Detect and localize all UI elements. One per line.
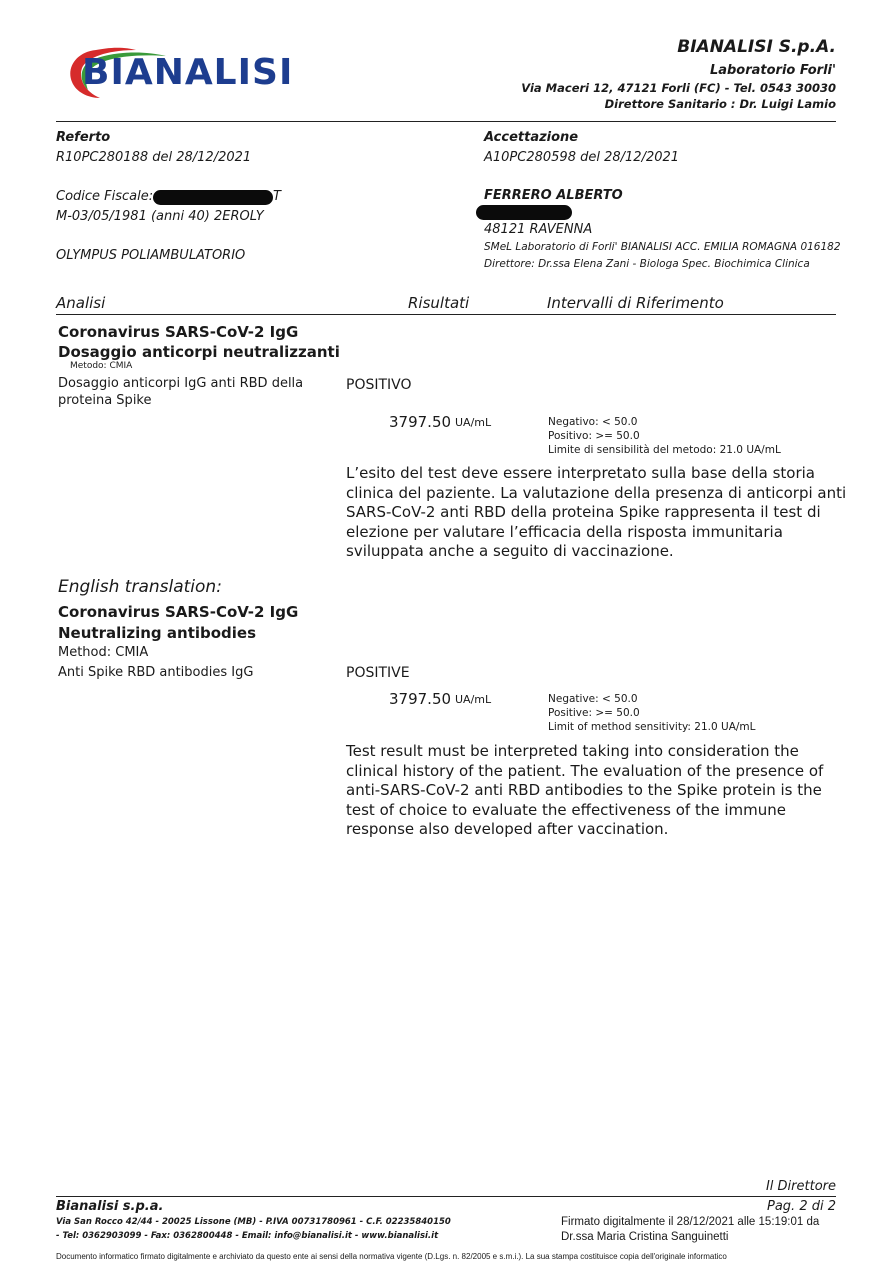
fiscal-code-tail: T [273, 189, 281, 204]
lab-address: Via Maceri 12, 47121 Forli (FC) - Tel. 0543 30030 [521, 81, 836, 95]
it-note-line-4: elezione per valutare l’efficacia della risposta immunitaria [346, 522, 783, 541]
page-number: Pag. 2 di 2 [767, 1199, 836, 1214]
patient-birth: M-03/05/1981 (anni 40) 2EROLY [56, 209, 264, 224]
en-note-line-5: response also developed after vaccination. [346, 820, 669, 838]
logo-text: BIANALISI [82, 52, 294, 93]
footer-company: Bianalisi s.p.a. [56, 1199, 164, 1214]
digital-signature-line: Firmato digitalmente il 28/12/2021 alle 15:19:01 da [561, 1216, 820, 1228]
accettazione-label: Accettazione [484, 130, 579, 145]
col-risultati: Risultati [408, 294, 470, 312]
en-title-1: Coronavirus SARS-CoV-2 IgG [58, 603, 299, 621]
redaction-fiscal-code [153, 190, 273, 205]
columns-divider [56, 314, 836, 315]
en-ref-positive: Positive: >= 50.0 [548, 707, 640, 719]
lab-company: BIANALISI S.p.A. [677, 37, 836, 57]
accettazione-value: A10PC280598 del 28/12/2021 [484, 150, 680, 165]
it-unit: UA/mL [455, 416, 492, 429]
smel-line: SMeL Laboratorio di Forli' BIANALISI ACC. EMILIA ROMAGNA 016182 [484, 241, 841, 253]
it-value: 3797.50 [389, 413, 452, 431]
en-note-line-3: anti-SARS-CoV-2 anti RBD antibodies to the Spike protein is the [346, 781, 822, 799]
en-note-line-4: test of choice to evaluate the effectiveness of the immune [346, 800, 786, 819]
clinic-name: OLYMPUS POLIAMBULATORIO [56, 248, 246, 263]
en-method: Method: CMIA [58, 645, 149, 660]
it-ref-negative: Negativo: < 50.0 [548, 416, 638, 428]
it-test-line-2: proteina Spike [58, 393, 152, 408]
it-note-line-3: SARS-CoV-2 anti RBD della proteina Spike rappresenta il test di [346, 503, 821, 521]
footer-address-1: Via San Rocco 42/44 - 20025 Lissone (MB) - P.IVA 00731780961 - C.F. 02235840150 [56, 1217, 451, 1227]
it-method: Metodo: CMIA [70, 361, 133, 371]
en-value: 3797.50 [389, 690, 452, 708]
lab-direttrice: Direttore: Dr.ssa Elena Zani - Biologa Spec. Biochimica Clinica [484, 258, 810, 270]
en-ref-limit: Limit of method sensitivity: 21.0 UA/mL [548, 721, 756, 733]
it-ref-positive: Positivo: >= 50.0 [548, 430, 640, 442]
footer-disclaimer: Documento informatico firmato digitalmente e archiviato da questo ente ai sensi della normativa vigente (D.Lgs. n. 82/2005 e s.m.i.). La sua stampa costituisce copia dell'originale informatico [56, 1252, 727, 1261]
en-unit: UA/mL [455, 693, 492, 706]
it-note-line-5: sviluppata anche a seguito di vaccinazione. [346, 542, 674, 560]
en-result: POSITIVE [346, 665, 410, 681]
fiscal-code-label: Codice Fiscale: [56, 189, 154, 204]
patient-city: 48121 RAVENNA [484, 222, 593, 237]
it-note-line-1: L’esito del test deve essere interpretato sulla base della storia [346, 464, 815, 482]
en-ref-negative: Negative: < 50.0 [548, 693, 638, 705]
en-note-line-2: clinical history of the patient. The evaluation of the presence of [346, 761, 824, 780]
it-title-1: Coronavirus SARS-CoV-2 IgG [58, 323, 299, 341]
en-title-2: Neutralizing antibodies [58, 624, 257, 642]
it-note-line-2: clinica del paziente. La valutazione della presenza di anticorpi anti [346, 483, 847, 502]
col-analisi: Analisi [56, 294, 106, 312]
en-note-line-1: Test result must be interpreted taking into consideration the [346, 742, 799, 760]
it-result: POSITIVO [346, 377, 412, 393]
it-ref-limit: Limite di sensibilità del metodo: 21.0 UA/mL [548, 444, 781, 456]
en-test-line-1: Anti Spike RBD antibodies IgG [58, 665, 254, 680]
lab-director: Direttore Sanitario : Dr. Luigi Lamio [604, 97, 836, 111]
referto-label: Referto [56, 130, 111, 145]
footer-divider [56, 1196, 836, 1197]
footer-director-label: Il Direttore [765, 1179, 836, 1194]
signer-name: Dr.ssa Maria Cristina Sanguinetti [561, 1231, 729, 1243]
referto-value: R10PC280188 del 28/12/2021 [56, 150, 252, 165]
en-heading: English translation: [58, 577, 222, 597]
footer-address-2: - Tel: 0362903099 - Fax: 0362800448 - Email: info@bianalisi.it - www.bianalisi.it [56, 1231, 439, 1241]
col-intervalli: Intervalli di Riferimento [547, 294, 724, 312]
header-divider [56, 121, 836, 122]
redaction-address [476, 205, 572, 220]
it-test-line-1: Dosaggio anticorpi IgG anti RBD della [58, 376, 304, 391]
it-title-2: Dosaggio anticorpi neutralizzanti [58, 343, 340, 361]
patient-name: FERRERO ALBERTO [484, 188, 623, 203]
lab-name: Laboratorio Forli' [709, 63, 836, 78]
